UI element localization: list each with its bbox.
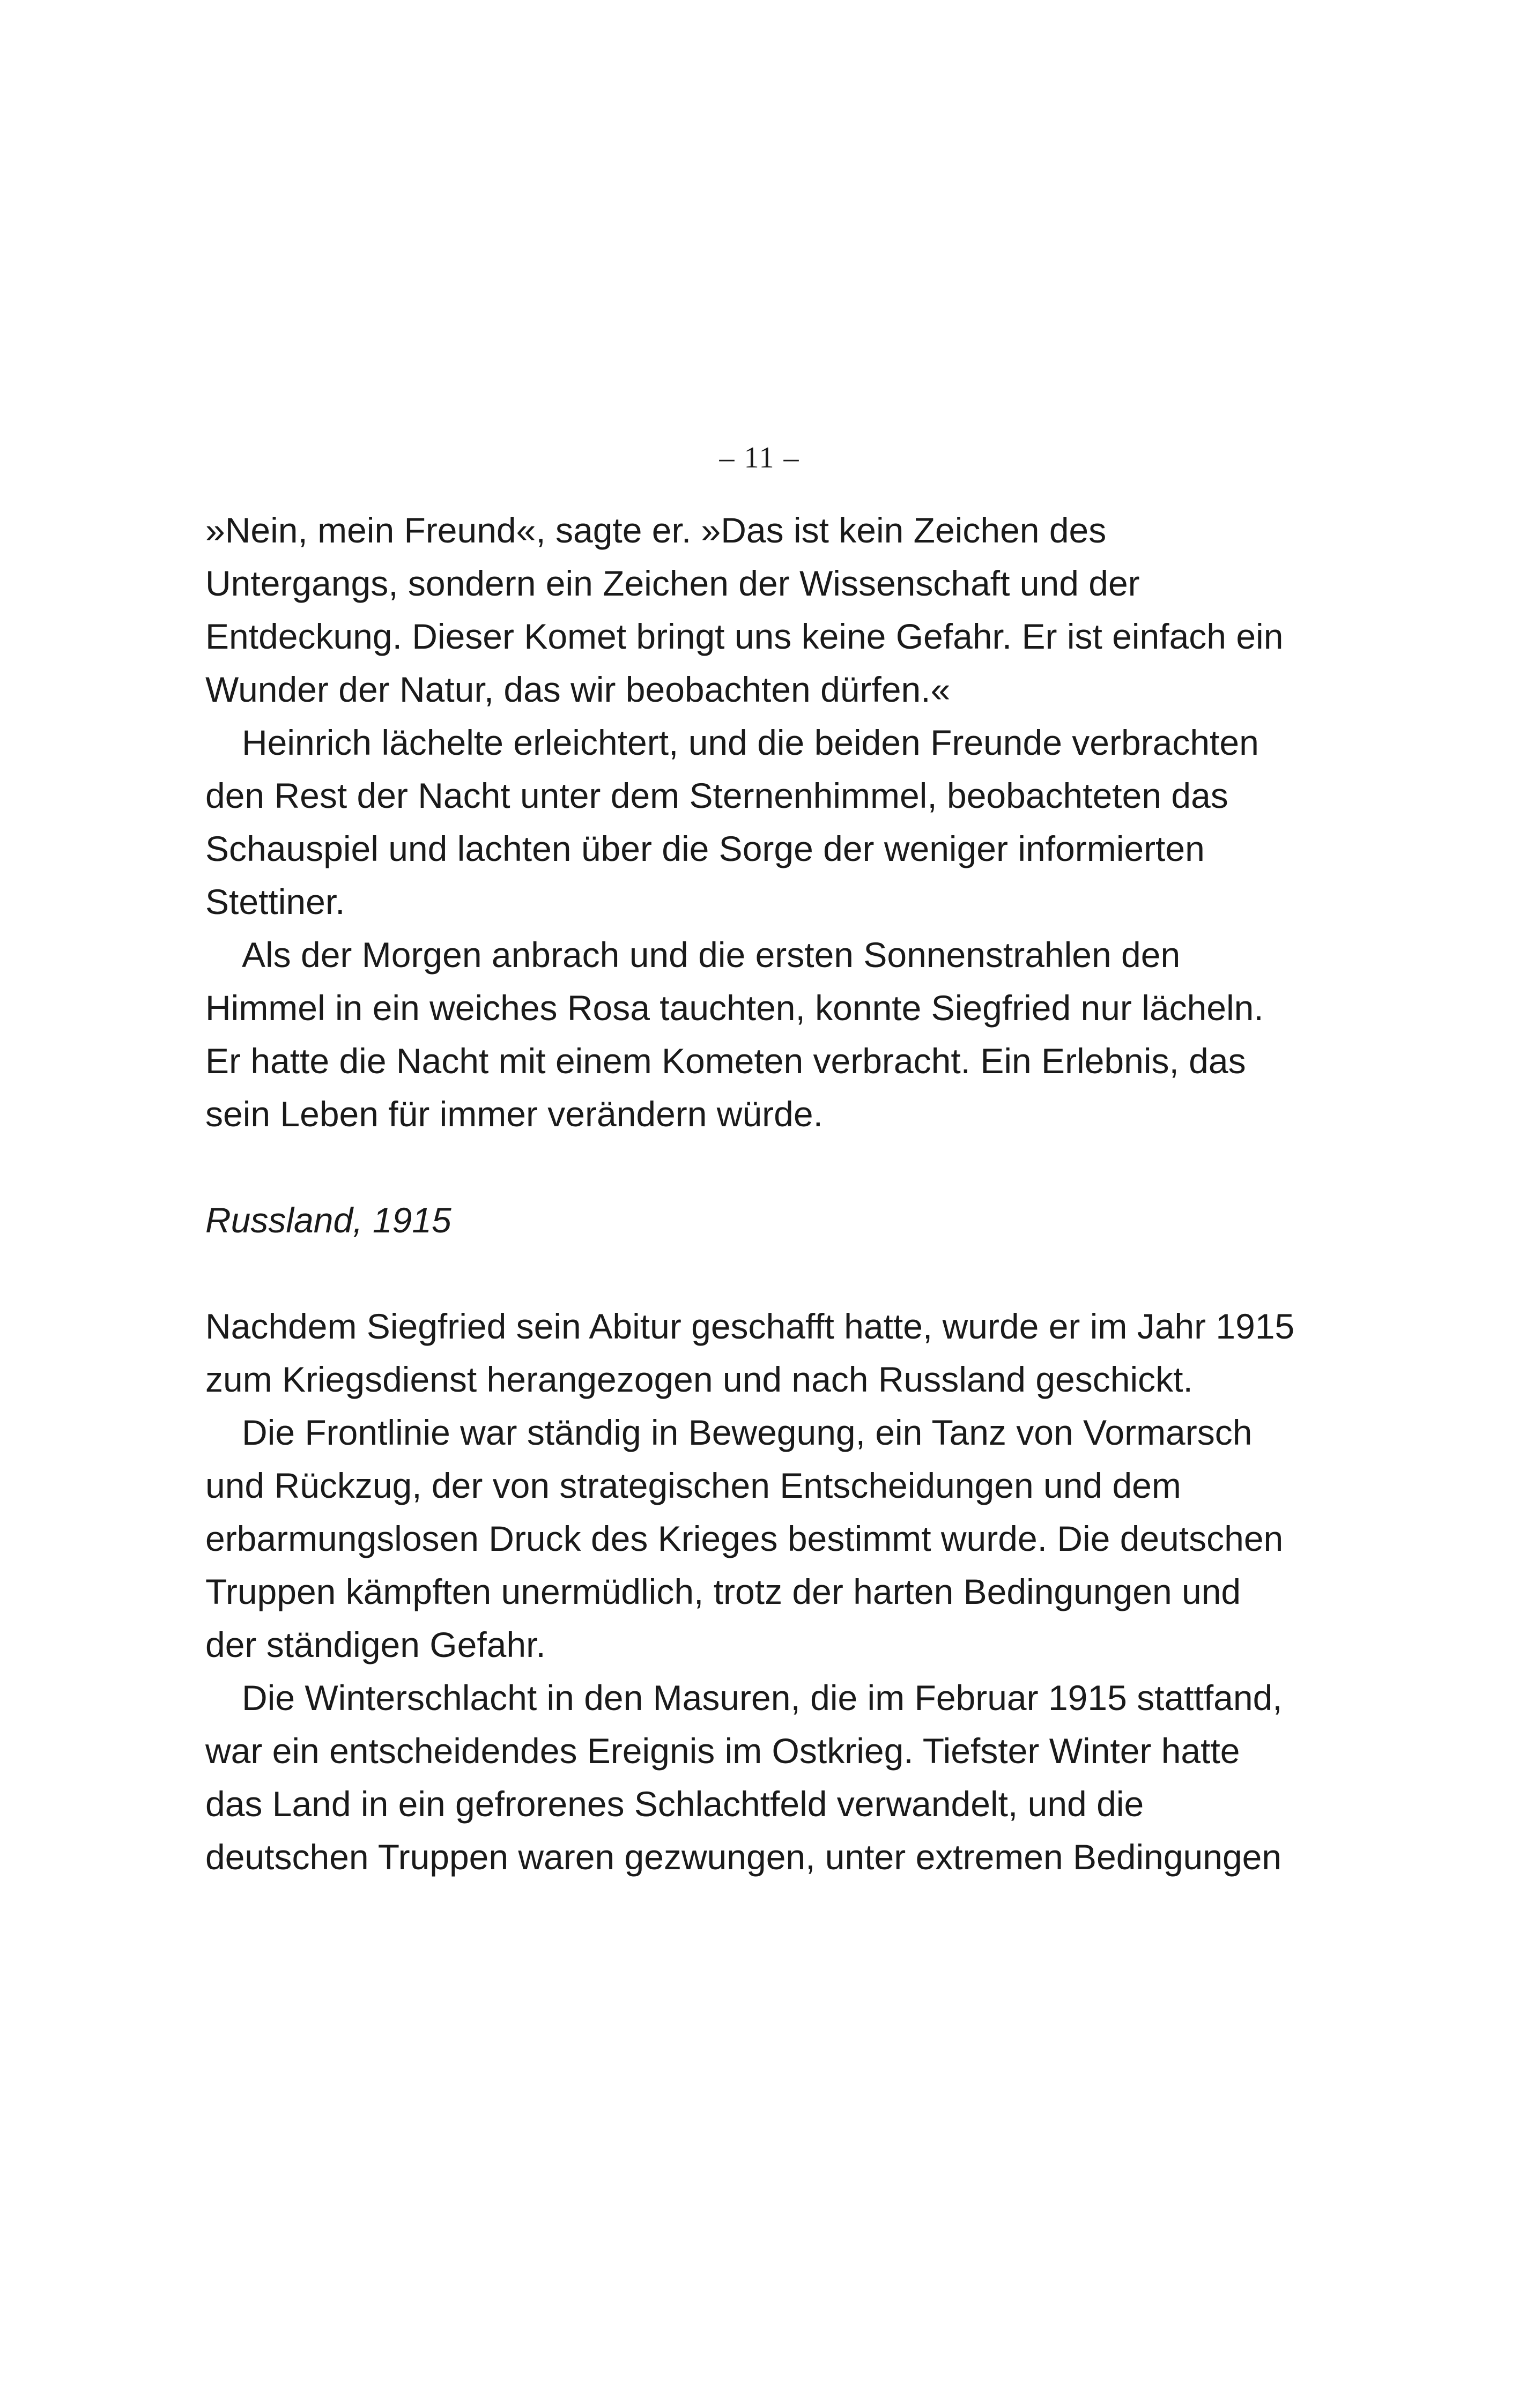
- page-number: – 11 –: [719, 441, 800, 474]
- text-line: Er hatte die Nacht mit einem Kometen verbracht. Ein Erlebnis, das: [205, 1041, 1246, 1081]
- body-text: [205, 504, 1326, 1884]
- text-line: Stettiner.: [205, 882, 345, 921]
- text-line: den Rest der Nacht unter dem Sternenhimmel, beobachteten das: [205, 776, 1228, 815]
- text-line: war ein entscheidendes Ereignis im Ostkrieg. Tiefster Winter hatte: [205, 1731, 1240, 1771]
- text-line: Truppen kämpften unermüdlich, trotz der harten Bedingungen und: [205, 1572, 1241, 1611]
- text-line: Untergangs, sondern ein Zeichen der Wissenschaft und der: [205, 563, 1140, 603]
- text-line: Schauspiel und lachten über die Sorge der weniger informierten: [205, 829, 1205, 868]
- section-heading: Russland, 1915: [205, 1200, 451, 1240]
- text-line: Wunder der Natur, das wir beobachten dürfen.«: [205, 670, 951, 709]
- text-line: Die Frontlinie war ständig in Bewegung, ein Tanz von Vormarsch: [242, 1413, 1253, 1452]
- text-line: erbarmungslosen Druck des Krieges bestimmt wurde. Die deutschen: [205, 1519, 1284, 1558]
- text-line: sein Leben für immer verändern würde.: [205, 1094, 823, 1134]
- text-line: deutschen Truppen waren gezwungen, unter extremen Bedingungen: [205, 1837, 1282, 1877]
- text-line: »Nein, mein Freund«, sagte er. »Das ist kein Zeichen des: [205, 510, 1107, 550]
- text-line: der ständigen Gefahr.: [205, 1625, 546, 1664]
- text-line: und Rückzug, der von strategischen Entscheidungen und dem: [205, 1466, 1181, 1505]
- text-line: Entdeckung. Dieser Komet bringt uns keine Gefahr. Er ist einfach ein: [205, 616, 1284, 656]
- text-line: Nachdem Siegfried sein Abitur geschafft hatte, wurde er im Jahr 1915: [205, 1306, 1295, 1346]
- text-line: Himmel in ein weiches Rosa tauchten, konnte Siegfried nur lächeln.: [205, 988, 1264, 1028]
- text-line: Heinrich lächelte erleichtert, und die beiden Freunde verbrachten: [242, 723, 1259, 762]
- text-line: Als der Morgen anbrach und die ersten Sonnenstrahlen den: [242, 935, 1181, 975]
- text-line: Die Winterschlacht in den Masuren, die im Februar 1915 stattfand,: [242, 1678, 1283, 1718]
- text-line: zum Kriegsdienst herangezogen und nach Russland geschickt.: [205, 1359, 1193, 1399]
- text-line: das Land in ein gefrorenes Schlachtfeld verwandelt, und die: [205, 1784, 1144, 1824]
